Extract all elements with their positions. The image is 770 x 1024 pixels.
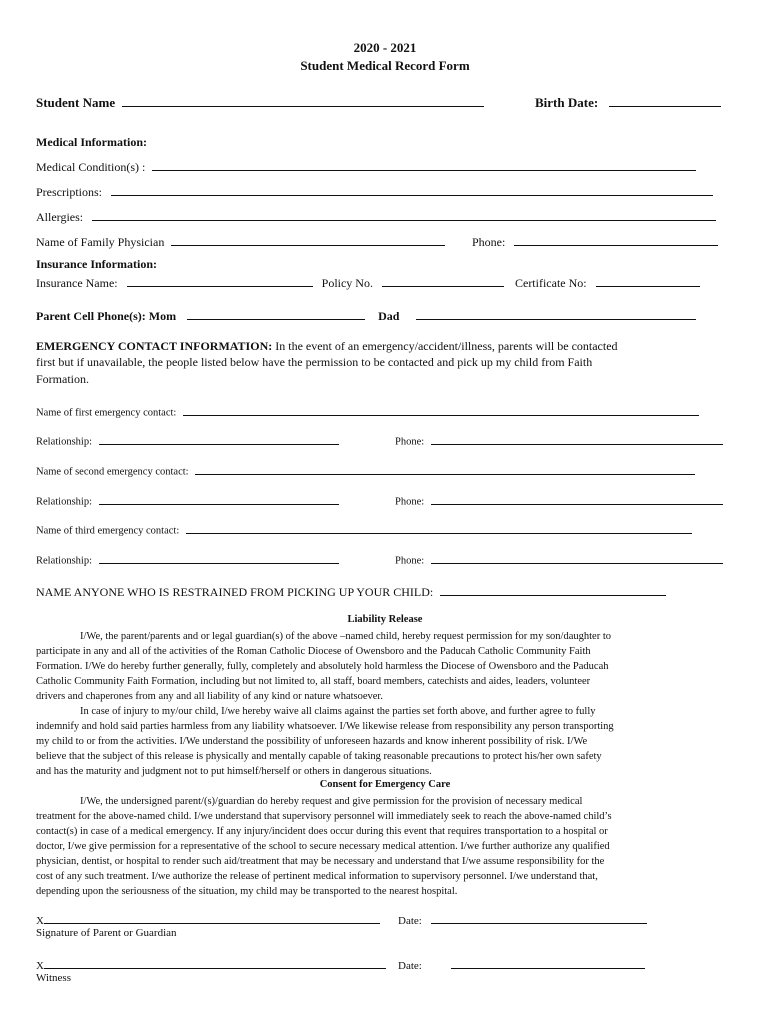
student-name-row <box>36 93 484 111</box>
allergies-label: Allergies: <box>36 210 84 224</box>
liability-text <box>36 629 736 779</box>
third-relationship-row <box>36 552 339 567</box>
emergency-text-2: first but if unavailable, the people listed below have the permission to be contacted and pick up my child from Faith <box>36 355 593 369</box>
parent-date-field[interactable] <box>431 912 647 924</box>
liability-line: In case of injury to my/our child, I/we hereby waive all claims against the parties set forth above, and further agree to fully <box>80 706 596 717</box>
consent-line: contact(s) in case of a medical emergency. If any injury/incident does occur during this event that requires transportation to a hospital or <box>36 826 608 837</box>
allergies-row <box>36 208 716 225</box>
phone-label: Phone: <box>395 436 425 448</box>
birth-date-label: Birth Date: <box>535 95 599 110</box>
medical-conditions-field[interactable] <box>152 158 696 171</box>
third-phone-row <box>395 552 723 567</box>
second-phone-row <box>395 493 723 508</box>
liability-heading: Liability Release <box>347 614 423 625</box>
witness-date-field[interactable] <box>451 957 645 969</box>
third-contact-field[interactable] <box>186 522 692 534</box>
liability-line: and has the maturity and judgment not to put himself/herself or others in dangerous situations. <box>36 766 432 777</box>
emergency-text-1 <box>36 339 618 354</box>
mom-phone-field[interactable] <box>187 307 365 320</box>
liability-line: I/We, the parent/parents and or legal guardian(s) of the above –named child, hereby request permission for my son/daughter to <box>80 631 611 642</box>
form-year: 2020 - 2021 <box>353 40 417 55</box>
form-title: Student Medical Record Form <box>300 58 470 73</box>
first-contact-field[interactable] <box>183 404 699 416</box>
consent-line: cost of any such treatment. I/we authorize the release of pertinent medical information to supervisory personnel. I/we understand that, <box>36 871 598 882</box>
witness-signature-x: X <box>36 960 44 972</box>
birth-date-row <box>535 93 721 111</box>
emergency-heading: EMERGENCY CONTACT INFORMATION: <box>36 339 273 353</box>
phone-label: Phone: <box>395 496 425 508</box>
physician-phone-field[interactable] <box>514 233 718 246</box>
second-relationship-row <box>36 493 339 508</box>
liability-line: my child to or from the activities. I/We understand the possibility of unforeseen hazards and know inherent possibility of risk. I/We <box>36 736 588 747</box>
parent-signature-label: Signature of Parent or Guardian <box>36 927 177 939</box>
prescriptions-label: Prescriptions: <box>36 185 102 199</box>
second-contact-field[interactable] <box>195 463 695 475</box>
liability-line: drivers and chaperones from any and all liability of any kind or nature whatsoever. <box>36 691 383 702</box>
certificate-label: Certificate No: <box>514 276 587 290</box>
first-relationship-field[interactable] <box>99 433 339 445</box>
liability-line: participate in any and all of the activities of the Roman Catholic Diocese of Owensboro and the Paducah Catholic Community Faith <box>36 646 591 657</box>
physician-label: Name of Family Physician <box>36 235 165 249</box>
restrained-field[interactable] <box>440 583 666 596</box>
insurance-heading: Insurance Information: <box>36 257 158 271</box>
parent-signature-x: X <box>36 915 44 927</box>
physician-field[interactable] <box>171 233 445 246</box>
medical-heading: Medical Information: <box>36 135 147 149</box>
consent-line: treatment for the above-named child. I/we understand that supervisory personnel will immediately seek to reach the above-named child’s <box>36 811 612 822</box>
witness-signature-field[interactable] <box>44 957 386 969</box>
prescriptions-field[interactable] <box>111 183 713 196</box>
consent-line: I/We, the undersigned parent/(s)/guardian do hereby request and give permission for the provision of necessary medical <box>80 796 583 807</box>
dad-phone-field[interactable] <box>416 307 696 320</box>
dad-label: Dad <box>378 309 400 323</box>
witness-label: Witness <box>36 972 71 984</box>
third-phone-field[interactable] <box>431 552 723 564</box>
parent-signature-row <box>36 912 380 927</box>
relationship-label: Relationship: <box>36 555 92 567</box>
witness-signature-row <box>36 957 386 972</box>
insurance-name-label: Insurance Name: <box>36 276 118 290</box>
third-contact-row <box>36 522 692 537</box>
first-relationship-row <box>36 433 339 448</box>
medical-conditions-row <box>36 158 696 175</box>
policy-field[interactable] <box>382 274 504 287</box>
physician-row <box>36 233 445 250</box>
third-relationship-field[interactable] <box>99 552 339 564</box>
restrained-label: NAME ANYONE WHO IS RESTRAINED FROM PICKING UP YOUR CHILD: <box>36 585 434 599</box>
second-contact-row <box>36 463 695 478</box>
consent-text <box>36 794 736 899</box>
third-contact-label: Name of third emergency contact: <box>36 525 180 537</box>
first-phone-field[interactable] <box>431 433 723 445</box>
student-name-label: Student Name <box>36 95 116 110</box>
liability-line: Formation. I/We do hereby further generally, fully, completely and absolutely hold harmless the Diocese of Owensboro and the Paducah <box>36 661 609 672</box>
liability-line: believe that the subject of this release is physically and mentally capable of taking reasonable precautions to protect his/her own safety <box>36 751 602 762</box>
liability-line: Catholic Community Faith Formation, including but not limited to, all staff, board members, catechists and aides, leaders, volunteer <box>36 676 591 687</box>
medical-conditions-label: Medical Condition(s) : <box>36 160 146 174</box>
allergies-field[interactable] <box>92 208 716 221</box>
parent-phone-row <box>36 307 696 324</box>
witness-date-label: Date: <box>398 960 422 972</box>
consent-line: physician, dentist, or hospital to render such aid/treatment that may be necessary and understand that I/we assume responsibility for the <box>36 856 605 867</box>
physician-phone-label: Phone: <box>472 235 506 249</box>
witness-date-row <box>398 957 645 972</box>
parent-phone-label: Parent Cell Phone(s): Mom <box>36 309 177 323</box>
first-phone-row <box>395 433 723 448</box>
second-phone-field[interactable] <box>431 493 723 505</box>
certificate-field[interactable] <box>596 274 700 287</box>
first-contact-label: Name of first emergency contact: <box>36 407 177 419</box>
parent-date-row <box>398 912 647 927</box>
consent-heading: Consent for Emergency Care <box>319 779 451 790</box>
emergency-text-1-body: In the event of an emergency/accident/illness, parents will be contacted <box>272 339 618 353</box>
emergency-text-3: Formation. <box>36 372 89 386</box>
parent-date-label: Date: <box>398 915 422 927</box>
student-name-field[interactable] <box>122 93 484 107</box>
insurance-name-field[interactable] <box>127 274 313 287</box>
second-contact-label: Name of second emergency contact: <box>36 466 189 478</box>
physician-phone-row <box>472 233 718 250</box>
first-contact-row <box>36 404 699 419</box>
liability-line: indemnify and hold said parties harmless from any liability whatsoever. I/We likewise release from responsibility any person transporting <box>36 721 614 732</box>
policy-label: Policy No. <box>321 276 373 290</box>
second-relationship-field[interactable] <box>99 493 339 505</box>
insurance-row <box>36 274 700 291</box>
restrained-row <box>36 583 666 600</box>
consent-line: doctor, I/we give permission for a representative of the school to secure necessary medical attention. I/we further authorize any qualified <box>36 841 610 852</box>
consent-line: depending upon the seriousness of the situation, my child may be transported to the nearest hospital. <box>36 886 458 897</box>
phone-label: Phone: <box>395 555 425 567</box>
parent-signature-field[interactable] <box>44 912 380 924</box>
prescriptions-row <box>36 183 713 200</box>
birth-date-field[interactable] <box>609 93 721 107</box>
relationship-label: Relationship: <box>36 496 92 508</box>
relationship-label: Relationship: <box>36 436 92 448</box>
